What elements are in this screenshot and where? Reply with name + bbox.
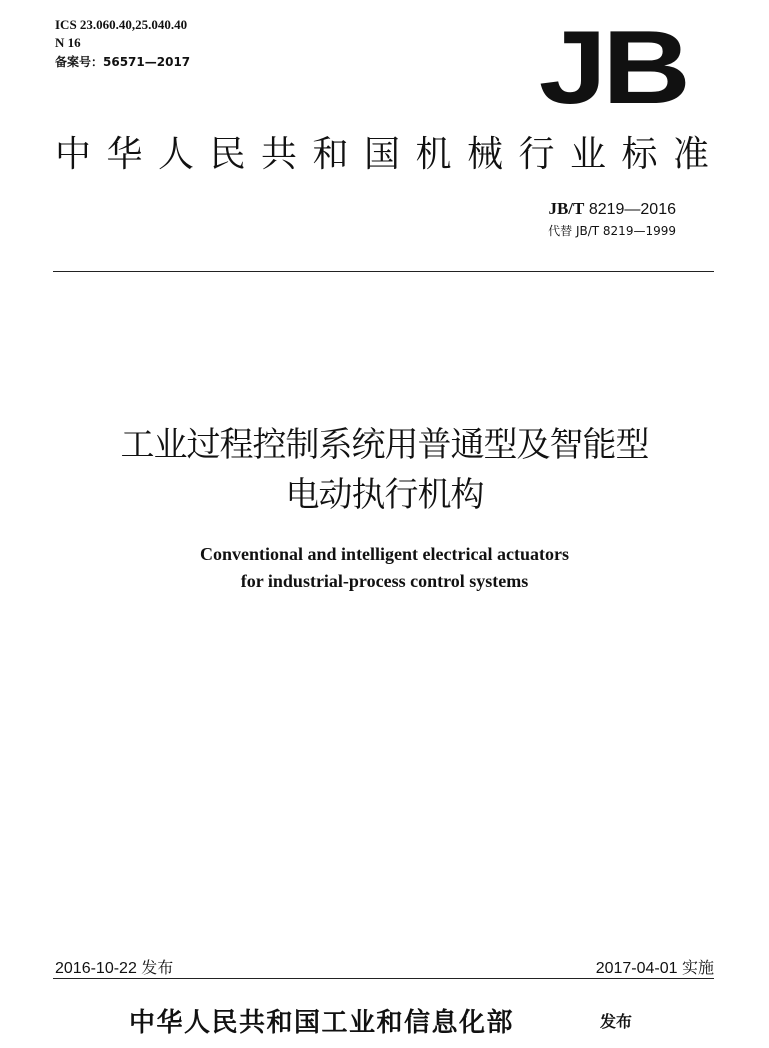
implementation-date: 2017-04-01 实施 <box>595 960 714 977</box>
english-title-line-1: Conventional and intelligent electrical actuators <box>200 544 569 564</box>
publisher-suffix: 发布 <box>600 1012 633 1031</box>
bottom-divider <box>53 978 714 979</box>
ics-code: ICS 23.060.40,25.040.40 <box>55 17 188 32</box>
publisher: 中华人民共和国工业和信息化部 <box>129 1008 515 1038</box>
replaces-standard: 代替 JB/T 8219—1999 <box>548 224 676 238</box>
filing-number: 备案号：56571—2017 <box>55 55 191 69</box>
ccs-code: N 16 <box>55 35 81 50</box>
issue-date: 2016-10-22 发布 <box>55 960 174 977</box>
standard-number-prefix: JB/T <box>548 199 585 218</box>
standard-number <box>548 199 676 219</box>
chinese-title-line-2: 电动执行机构 <box>285 475 484 515</box>
top-divider <box>53 271 714 272</box>
english-title-line-2: for industrial-process control systems <box>240 571 529 591</box>
jb-logo: JB <box>538 10 687 126</box>
standard-number-value: 8219—2016 <box>588 201 676 218</box>
standard-category-title: 中华人民共和国机械行业标准 <box>55 134 725 175</box>
chinese-title-line-1: 工业过程控制系统用普通型及智能型 <box>120 425 649 465</box>
